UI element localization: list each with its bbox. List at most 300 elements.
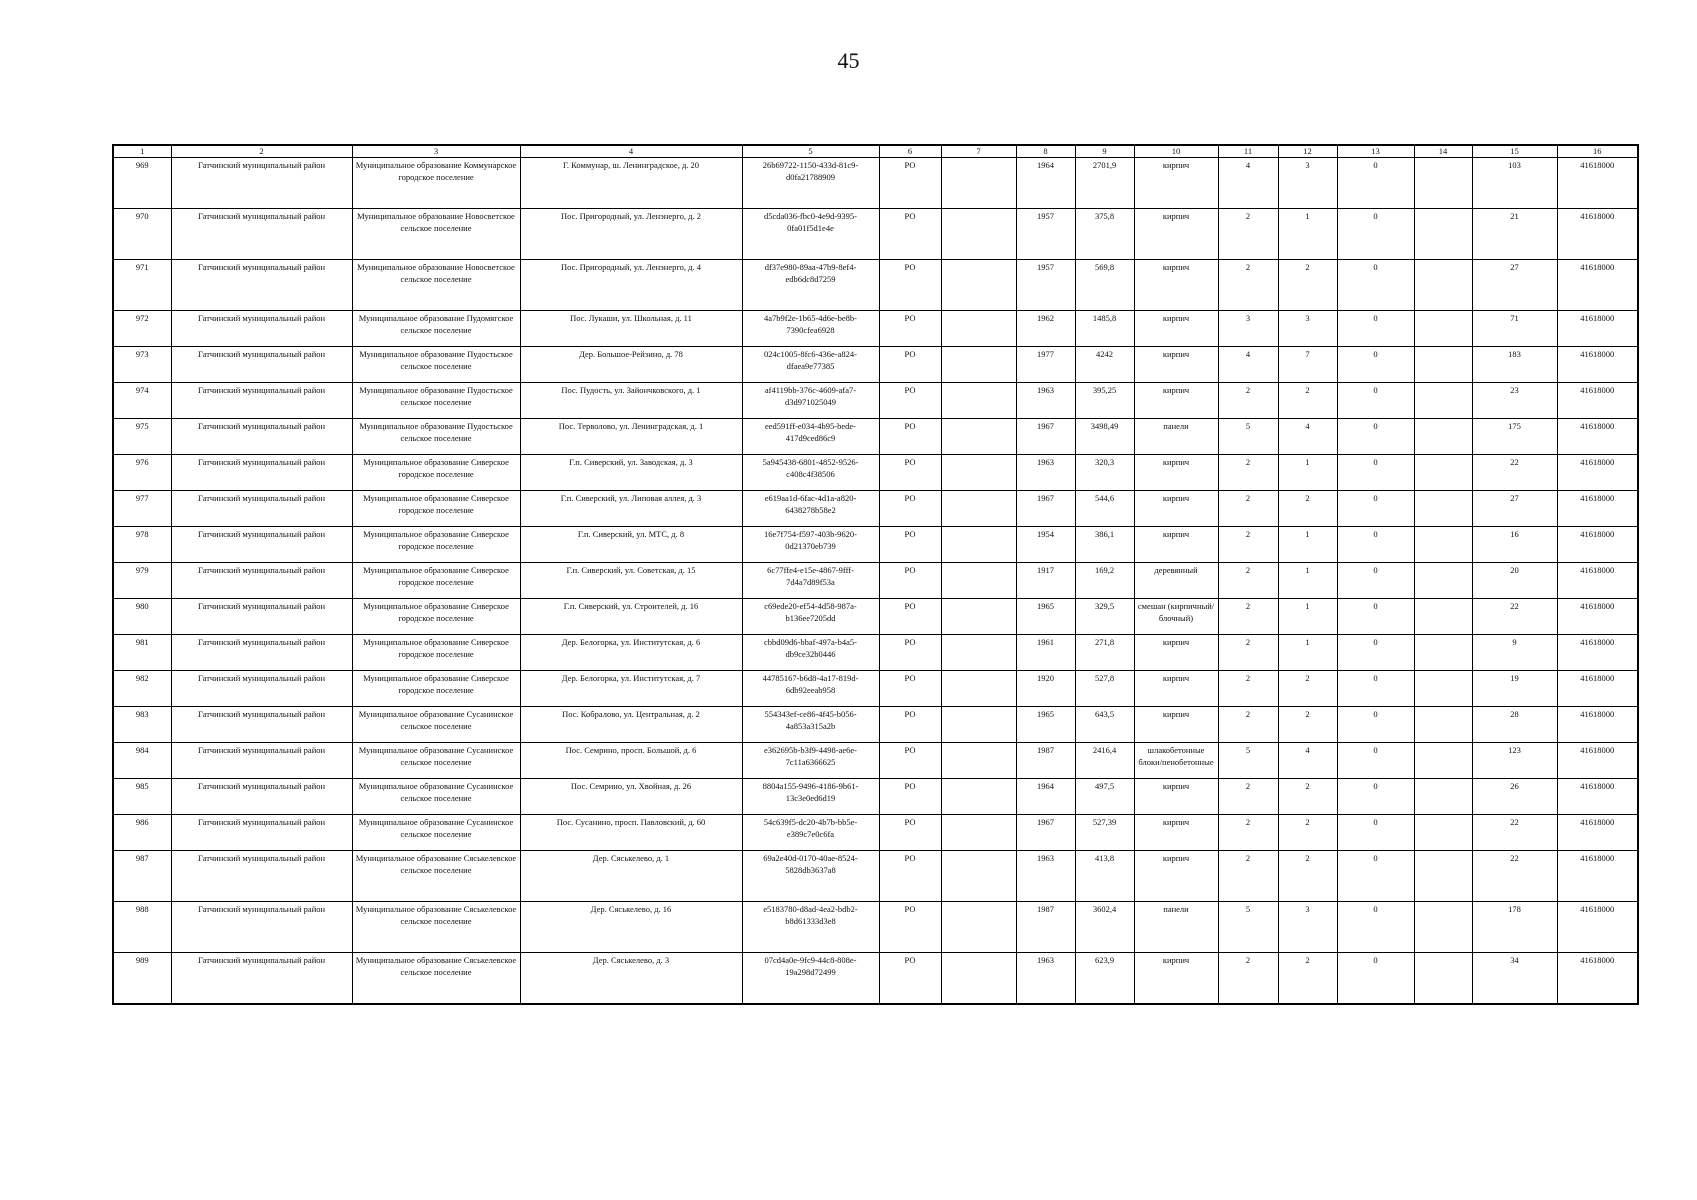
cell-col-14 xyxy=(1414,419,1472,455)
cell-oktmo-code: 41618000 xyxy=(1557,383,1638,419)
cell-management: РО xyxy=(879,779,941,815)
cell-address: Пос. Пригородный, ул. Ленэнерго, д. 4 xyxy=(520,260,742,311)
cell-district: Гатчинский муниципальный район xyxy=(171,419,352,455)
cell-residents: 22 xyxy=(1472,455,1557,491)
cell-area: 320,3 xyxy=(1075,455,1134,491)
cell-municipality: Муниципальное образование Сусанинское сельское поселение xyxy=(352,707,520,743)
cell-management: РО xyxy=(879,527,941,563)
table-row xyxy=(113,953,1638,1005)
cell-entrances: 1 xyxy=(1278,563,1337,599)
cell-address: Дер. Белогорка, ул. Институтская, д. 6 xyxy=(520,635,742,671)
cell-col-14 xyxy=(1414,779,1472,815)
cell-management: РО xyxy=(879,563,941,599)
column-header: 3 xyxy=(352,145,520,158)
cell-house-guid: 44785167-b6d8-4a17-819d-6db92eeab958 xyxy=(742,671,879,707)
cell-wall-material: кирпич xyxy=(1134,779,1218,815)
cell-residents: 20 xyxy=(1472,563,1557,599)
cell-build-year: 1961 xyxy=(1016,635,1075,671)
column-header: 13 xyxy=(1337,145,1414,158)
cell-oktmo-code: 41618000 xyxy=(1557,902,1638,953)
cell-management: РО xyxy=(879,707,941,743)
cell-address: Г.п. Сиверский, ул. Строителей, д. 16 xyxy=(520,599,742,635)
cell-management: РО xyxy=(879,347,941,383)
cell-house-guid: af4119bb-376c-4609-afa7-d3d971025049 xyxy=(742,383,879,419)
table-row xyxy=(113,563,1638,599)
cell-oktmo-code: 41618000 xyxy=(1557,491,1638,527)
cell-col-13: 0 xyxy=(1337,158,1414,209)
cell-area: 569,8 xyxy=(1075,260,1134,311)
cell-residents: 34 xyxy=(1472,953,1557,1005)
cell-build-year: 1957 xyxy=(1016,260,1075,311)
cell-area: 527,39 xyxy=(1075,815,1134,851)
cell-area: 544,6 xyxy=(1075,491,1134,527)
cell-col-14 xyxy=(1414,953,1472,1005)
cell-management: РО xyxy=(879,455,941,491)
cell-entrances: 1 xyxy=(1278,209,1337,260)
cell-house-guid: cbbd09d6-bbaf-497a-b4a5-db9ce32b0446 xyxy=(742,635,879,671)
housing-registry-table xyxy=(112,144,1639,1005)
cell-municipality: Муниципальное образование Пудостьское сельское поселение xyxy=(352,419,520,455)
cell-entrances: 7 xyxy=(1278,347,1337,383)
cell-floors: 4 xyxy=(1218,158,1278,209)
cell-row-number: 974 xyxy=(113,383,171,419)
cell-address: Дер. Сяськелево, д. 1 xyxy=(520,851,742,902)
cell-col-7 xyxy=(941,851,1016,902)
cell-floors: 4 xyxy=(1218,347,1278,383)
cell-row-number: 989 xyxy=(113,953,171,1005)
table-row xyxy=(113,599,1638,635)
cell-municipality: Муниципальное образование Сиверское городское поселение xyxy=(352,635,520,671)
cell-residents: 175 xyxy=(1472,419,1557,455)
cell-row-number: 975 xyxy=(113,419,171,455)
cell-floors: 2 xyxy=(1218,671,1278,707)
cell-area: 329,5 xyxy=(1075,599,1134,635)
cell-build-year: 1963 xyxy=(1016,455,1075,491)
cell-district: Гатчинский муниципальный район xyxy=(171,455,352,491)
cell-col-13: 0 xyxy=(1337,743,1414,779)
cell-col-7 xyxy=(941,158,1016,209)
cell-col-13: 0 xyxy=(1337,707,1414,743)
cell-area: 271,8 xyxy=(1075,635,1134,671)
cell-build-year: 1957 xyxy=(1016,209,1075,260)
cell-management: РО xyxy=(879,599,941,635)
cell-oktmo-code: 41618000 xyxy=(1557,347,1638,383)
cell-floors: 2 xyxy=(1218,209,1278,260)
cell-address: Пос. Семрино, ул. Хвойная, д. 26 xyxy=(520,779,742,815)
cell-residents: 26 xyxy=(1472,779,1557,815)
cell-address: Дер. Сяськелево, д. 3 xyxy=(520,953,742,1005)
cell-management: РО xyxy=(879,953,941,1005)
cell-row-number: 979 xyxy=(113,563,171,599)
cell-address: Пос. Пудость, ул. Зайончковского, д. 1 xyxy=(520,383,742,419)
cell-row-number: 988 xyxy=(113,902,171,953)
cell-build-year: 1967 xyxy=(1016,491,1075,527)
column-header: 12 xyxy=(1278,145,1337,158)
cell-build-year: 1962 xyxy=(1016,311,1075,347)
cell-col-14 xyxy=(1414,671,1472,707)
cell-municipality: Муниципальное образование Сусанинское сельское поселение xyxy=(352,779,520,815)
cell-oktmo-code: 41618000 xyxy=(1557,779,1638,815)
cell-address: Пос. Лукаши, ул. Школьная, д. 11 xyxy=(520,311,742,347)
cell-wall-material: кирпич xyxy=(1134,383,1218,419)
cell-district: Гатчинский муниципальный район xyxy=(171,953,352,1005)
cell-col-7 xyxy=(941,347,1016,383)
cell-entrances: 4 xyxy=(1278,419,1337,455)
cell-entrances: 2 xyxy=(1278,707,1337,743)
cell-residents: 28 xyxy=(1472,707,1557,743)
cell-wall-material: смешан (кирпичный/блочный) xyxy=(1134,599,1218,635)
cell-row-number: 970 xyxy=(113,209,171,260)
cell-build-year: 1987 xyxy=(1016,902,1075,953)
cell-management: РО xyxy=(879,311,941,347)
cell-address: Г.п. Сиверский, ул. МТС, д. 8 xyxy=(520,527,742,563)
cell-house-guid: e619aa1d-6fac-4d1a-a820-6438278b58e2 xyxy=(742,491,879,527)
cell-residents: 27 xyxy=(1472,260,1557,311)
cell-floors: 5 xyxy=(1218,902,1278,953)
cell-entrances: 4 xyxy=(1278,743,1337,779)
table-row xyxy=(113,311,1638,347)
cell-col-7 xyxy=(941,815,1016,851)
cell-wall-material: панели xyxy=(1134,902,1218,953)
cell-house-guid: 5a945438-6801-4852-9526-c408c4f38506 xyxy=(742,455,879,491)
column-header: 10 xyxy=(1134,145,1218,158)
column-header: 7 xyxy=(941,145,1016,158)
table-row xyxy=(113,851,1638,902)
cell-municipality: Муниципальное образование Сиверское городское поселение xyxy=(352,527,520,563)
cell-address: Г.п. Сиверский, ул. Заводская, д. 3 xyxy=(520,455,742,491)
cell-district: Гатчинский муниципальный район xyxy=(171,491,352,527)
cell-management: РО xyxy=(879,815,941,851)
cell-management: РО xyxy=(879,158,941,209)
table-row xyxy=(113,902,1638,953)
cell-district: Гатчинский муниципальный район xyxy=(171,563,352,599)
table-row xyxy=(113,419,1638,455)
cell-address: Г.п. Сиверский, ул. Советская, д. 15 xyxy=(520,563,742,599)
cell-col-7 xyxy=(941,953,1016,1005)
cell-col-13: 0 xyxy=(1337,599,1414,635)
cell-wall-material: кирпич xyxy=(1134,311,1218,347)
cell-col-13: 0 xyxy=(1337,455,1414,491)
cell-col-13: 0 xyxy=(1337,953,1414,1005)
cell-municipality: Муниципальное образование Сусанинское сельское поселение xyxy=(352,815,520,851)
cell-address: Пос. Терволово, ул. Ленинградская, д. 1 xyxy=(520,419,742,455)
cell-row-number: 984 xyxy=(113,743,171,779)
cell-wall-material: кирпич xyxy=(1134,671,1218,707)
cell-residents: 21 xyxy=(1472,209,1557,260)
cell-address: Пос. Кобралово, ул. Центральная, д. 2 xyxy=(520,707,742,743)
cell-wall-material: кирпич xyxy=(1134,455,1218,491)
cell-floors: 2 xyxy=(1218,527,1278,563)
cell-floors: 3 xyxy=(1218,311,1278,347)
cell-build-year: 1963 xyxy=(1016,851,1075,902)
table-row xyxy=(113,671,1638,707)
cell-management: РО xyxy=(879,260,941,311)
cell-row-number: 985 xyxy=(113,779,171,815)
cell-municipality: Муниципальное образование Пудостьское сельское поселение xyxy=(352,383,520,419)
cell-wall-material: кирпич xyxy=(1134,527,1218,563)
cell-col-13: 0 xyxy=(1337,671,1414,707)
cell-house-guid: c69ede20-ef54-4d58-987a-b136ee7205dd xyxy=(742,599,879,635)
table-row xyxy=(113,635,1638,671)
cell-management: РО xyxy=(879,902,941,953)
column-header: 9 xyxy=(1075,145,1134,158)
cell-col-14 xyxy=(1414,563,1472,599)
cell-col-13: 0 xyxy=(1337,635,1414,671)
cell-district: Гатчинский муниципальный район xyxy=(171,743,352,779)
cell-row-number: 977 xyxy=(113,491,171,527)
cell-municipality: Муниципальное образование Сиверское городское поселение xyxy=(352,563,520,599)
cell-wall-material: кирпич xyxy=(1134,347,1218,383)
cell-col-7 xyxy=(941,707,1016,743)
cell-oktmo-code: 41618000 xyxy=(1557,851,1638,902)
cell-col-13: 0 xyxy=(1337,347,1414,383)
cell-management: РО xyxy=(879,851,941,902)
cell-house-guid: 54c639f5-dc20-4b7b-bb5e-e389c7e0c6fa xyxy=(742,815,879,851)
cell-residents: 22 xyxy=(1472,599,1557,635)
cell-municipality: Муниципальное образование Коммунарское городское поселение xyxy=(352,158,520,209)
cell-col-14 xyxy=(1414,209,1472,260)
cell-district: Гатчинский муниципальный район xyxy=(171,383,352,419)
cell-build-year: 1964 xyxy=(1016,158,1075,209)
cell-municipality: Муниципальное образование Сиверское городское поселение xyxy=(352,599,520,635)
cell-col-13: 0 xyxy=(1337,527,1414,563)
cell-col-13: 0 xyxy=(1337,902,1414,953)
cell-build-year: 1987 xyxy=(1016,743,1075,779)
cell-entrances: 2 xyxy=(1278,851,1337,902)
cell-area: 3498,49 xyxy=(1075,419,1134,455)
cell-district: Гатчинский муниципальный район xyxy=(171,260,352,311)
cell-col-14 xyxy=(1414,491,1472,527)
cell-build-year: 1917 xyxy=(1016,563,1075,599)
cell-municipality: Муниципальное образование Новосветское сельское поселение xyxy=(352,260,520,311)
cell-residents: 22 xyxy=(1472,815,1557,851)
cell-row-number: 972 xyxy=(113,311,171,347)
cell-col-14 xyxy=(1414,902,1472,953)
cell-management: РО xyxy=(879,743,941,779)
cell-house-guid: 8804a155-9496-4186-9b61-13c3e0ed6d19 xyxy=(742,779,879,815)
cell-build-year: 1954 xyxy=(1016,527,1075,563)
cell-municipality: Муниципальное образование Пудомягское сельское поселение xyxy=(352,311,520,347)
column-header: 16 xyxy=(1557,145,1638,158)
cell-col-13: 0 xyxy=(1337,383,1414,419)
cell-oktmo-code: 41618000 xyxy=(1557,260,1638,311)
cell-wall-material: панели xyxy=(1134,419,1218,455)
cell-entrances: 1 xyxy=(1278,455,1337,491)
table-row xyxy=(113,707,1638,743)
cell-build-year: 1965 xyxy=(1016,707,1075,743)
cell-col-14 xyxy=(1414,260,1472,311)
cell-floors: 2 xyxy=(1218,491,1278,527)
cell-district: Гатчинский муниципальный район xyxy=(171,902,352,953)
cell-col-14 xyxy=(1414,158,1472,209)
cell-district: Гатчинский муниципальный район xyxy=(171,527,352,563)
cell-floors: 5 xyxy=(1218,419,1278,455)
cell-floors: 5 xyxy=(1218,743,1278,779)
cell-col-7 xyxy=(941,260,1016,311)
cell-col-14 xyxy=(1414,347,1472,383)
cell-residents: 19 xyxy=(1472,671,1557,707)
cell-municipality: Муниципальное образование Сиверское городское поселение xyxy=(352,671,520,707)
cell-wall-material: кирпич xyxy=(1134,815,1218,851)
cell-residents: 27 xyxy=(1472,491,1557,527)
table-row xyxy=(113,209,1638,260)
column-header: 5 xyxy=(742,145,879,158)
cell-residents: 183 xyxy=(1472,347,1557,383)
cell-district: Гатчинский муниципальный район xyxy=(171,707,352,743)
cell-area: 527,8 xyxy=(1075,671,1134,707)
cell-area: 386,1 xyxy=(1075,527,1134,563)
cell-row-number: 976 xyxy=(113,455,171,491)
cell-col-13: 0 xyxy=(1337,563,1414,599)
cell-entrances: 2 xyxy=(1278,383,1337,419)
table-row xyxy=(113,779,1638,815)
cell-col-7 xyxy=(941,743,1016,779)
cell-build-year: 1967 xyxy=(1016,419,1075,455)
cell-district: Гатчинский муниципальный район xyxy=(171,815,352,851)
cell-row-number: 973 xyxy=(113,347,171,383)
cell-col-7 xyxy=(941,563,1016,599)
cell-build-year: 1963 xyxy=(1016,383,1075,419)
cell-residents: 71 xyxy=(1472,311,1557,347)
cell-wall-material: кирпич xyxy=(1134,953,1218,1005)
cell-municipality: Муниципальное образование Пудостьское сельское поселение xyxy=(352,347,520,383)
cell-municipality: Муниципальное образование Новосветское сельское поселение xyxy=(352,209,520,260)
cell-municipality: Муниципальное образование Сиверское городское поселение xyxy=(352,491,520,527)
cell-entrances: 1 xyxy=(1278,527,1337,563)
cell-oktmo-code: 41618000 xyxy=(1557,158,1638,209)
cell-district: Гатчинский муниципальный район xyxy=(171,599,352,635)
cell-house-guid: df37e980-89aa-47b9-8ef4-edb6dc8d7259 xyxy=(742,260,879,311)
cell-wall-material: шлакобетонные блоки/пенобетонные xyxy=(1134,743,1218,779)
cell-address: Дер. Белогорка, ул. Институтская, д. 7 xyxy=(520,671,742,707)
cell-wall-material: кирпич xyxy=(1134,707,1218,743)
cell-address: Дер. Сяськелево, д. 16 xyxy=(520,902,742,953)
cell-col-13: 0 xyxy=(1337,851,1414,902)
cell-house-guid: 4a7b9f2e-1b65-4d6e-be8b-7390cfea6928 xyxy=(742,311,879,347)
cell-floors: 2 xyxy=(1218,563,1278,599)
cell-wall-material: кирпич xyxy=(1134,158,1218,209)
table-row xyxy=(113,383,1638,419)
cell-house-guid: e5183780-d8ad-4ea2-bdb2-b8d61333d3e8 xyxy=(742,902,879,953)
cell-col-13: 0 xyxy=(1337,311,1414,347)
cell-oktmo-code: 41618000 xyxy=(1557,599,1638,635)
cell-management: РО xyxy=(879,635,941,671)
cell-floors: 2 xyxy=(1218,953,1278,1005)
cell-entrances: 2 xyxy=(1278,815,1337,851)
cell-residents: 9 xyxy=(1472,635,1557,671)
cell-row-number: 969 xyxy=(113,158,171,209)
cell-col-13: 0 xyxy=(1337,419,1414,455)
column-header: 1 xyxy=(113,145,171,158)
cell-col-7 xyxy=(941,491,1016,527)
cell-col-7 xyxy=(941,779,1016,815)
cell-area: 375,8 xyxy=(1075,209,1134,260)
column-header: 8 xyxy=(1016,145,1075,158)
table-row xyxy=(113,815,1638,851)
cell-col-7 xyxy=(941,671,1016,707)
cell-area: 497,5 xyxy=(1075,779,1134,815)
cell-floors: 2 xyxy=(1218,707,1278,743)
cell-entrances: 2 xyxy=(1278,260,1337,311)
cell-district: Гатчинский муниципальный район xyxy=(171,209,352,260)
cell-house-guid: 024c1005-8fc6-436e-a824-dfaea9e77385 xyxy=(742,347,879,383)
cell-col-7 xyxy=(941,209,1016,260)
cell-house-guid: 6c77ffe4-e15e-4867-9fff-7d4a7d89f53a xyxy=(742,563,879,599)
column-header: 6 xyxy=(879,145,941,158)
cell-management: РО xyxy=(879,491,941,527)
cell-wall-material: кирпич xyxy=(1134,209,1218,260)
cell-build-year: 1963 xyxy=(1016,953,1075,1005)
cell-build-year: 1967 xyxy=(1016,815,1075,851)
cell-floors: 2 xyxy=(1218,851,1278,902)
cell-area: 623,9 xyxy=(1075,953,1134,1005)
cell-house-guid: 16e7f754-f597-403b-9620-0d21370eb739 xyxy=(742,527,879,563)
cell-oktmo-code: 41618000 xyxy=(1557,815,1638,851)
cell-management: РО xyxy=(879,671,941,707)
table-body xyxy=(113,158,1638,1005)
cell-house-guid: 07cd4a0e-9fc9-44c8-808e-19a298d72499 xyxy=(742,953,879,1005)
cell-build-year: 1920 xyxy=(1016,671,1075,707)
cell-district: Гатчинский муниципальный район xyxy=(171,851,352,902)
cell-col-13: 0 xyxy=(1337,209,1414,260)
cell-district: Гатчинский муниципальный район xyxy=(171,779,352,815)
cell-col-14 xyxy=(1414,815,1472,851)
cell-district: Гатчинский муниципальный район xyxy=(171,635,352,671)
cell-entrances: 2 xyxy=(1278,491,1337,527)
cell-area: 169,2 xyxy=(1075,563,1134,599)
cell-wall-material: кирпич xyxy=(1134,491,1218,527)
cell-entrances: 2 xyxy=(1278,671,1337,707)
table-row xyxy=(113,743,1638,779)
table-row xyxy=(113,158,1638,209)
table-row xyxy=(113,455,1638,491)
cell-oktmo-code: 41618000 xyxy=(1557,527,1638,563)
column-number-row xyxy=(113,145,1638,158)
cell-col-14 xyxy=(1414,635,1472,671)
cell-row-number: 987 xyxy=(113,851,171,902)
cell-col-14 xyxy=(1414,455,1472,491)
cell-address: Пос. Семрино, просп. Большой, д. 6 xyxy=(520,743,742,779)
cell-floors: 2 xyxy=(1218,260,1278,311)
cell-col-7 xyxy=(941,527,1016,563)
cell-entrances: 2 xyxy=(1278,953,1337,1005)
cell-municipality: Муниципальное образование Сяськелевское сельское поселение xyxy=(352,902,520,953)
cell-address: Пос. Пригородный, ул. Ленэнерго, д. 2 xyxy=(520,209,742,260)
cell-area: 2416,4 xyxy=(1075,743,1134,779)
cell-oktmo-code: 41618000 xyxy=(1557,209,1638,260)
cell-col-14 xyxy=(1414,743,1472,779)
cell-area: 4242 xyxy=(1075,347,1134,383)
cell-entrances: 2 xyxy=(1278,779,1337,815)
cell-house-guid: d5cda036-fbc0-4e9d-9395-0fa01f5d1e4e xyxy=(742,209,879,260)
cell-oktmo-code: 41618000 xyxy=(1557,635,1638,671)
cell-col-14 xyxy=(1414,599,1472,635)
cell-area: 1485,8 xyxy=(1075,311,1134,347)
cell-col-14 xyxy=(1414,707,1472,743)
cell-floors: 2 xyxy=(1218,383,1278,419)
cell-house-guid: 554343ef-ce86-4f45-b056-4a853a315a2b xyxy=(742,707,879,743)
cell-col-14 xyxy=(1414,383,1472,419)
cell-col-14 xyxy=(1414,311,1472,347)
cell-residents: 123 xyxy=(1472,743,1557,779)
cell-area: 395,25 xyxy=(1075,383,1134,419)
cell-floors: 2 xyxy=(1218,635,1278,671)
cell-build-year: 1977 xyxy=(1016,347,1075,383)
cell-district: Гатчинский муниципальный район xyxy=(171,158,352,209)
cell-municipality: Муниципальное образование Сяськелевское сельское поселение xyxy=(352,851,520,902)
cell-oktmo-code: 41618000 xyxy=(1557,671,1638,707)
cell-entrances: 1 xyxy=(1278,635,1337,671)
